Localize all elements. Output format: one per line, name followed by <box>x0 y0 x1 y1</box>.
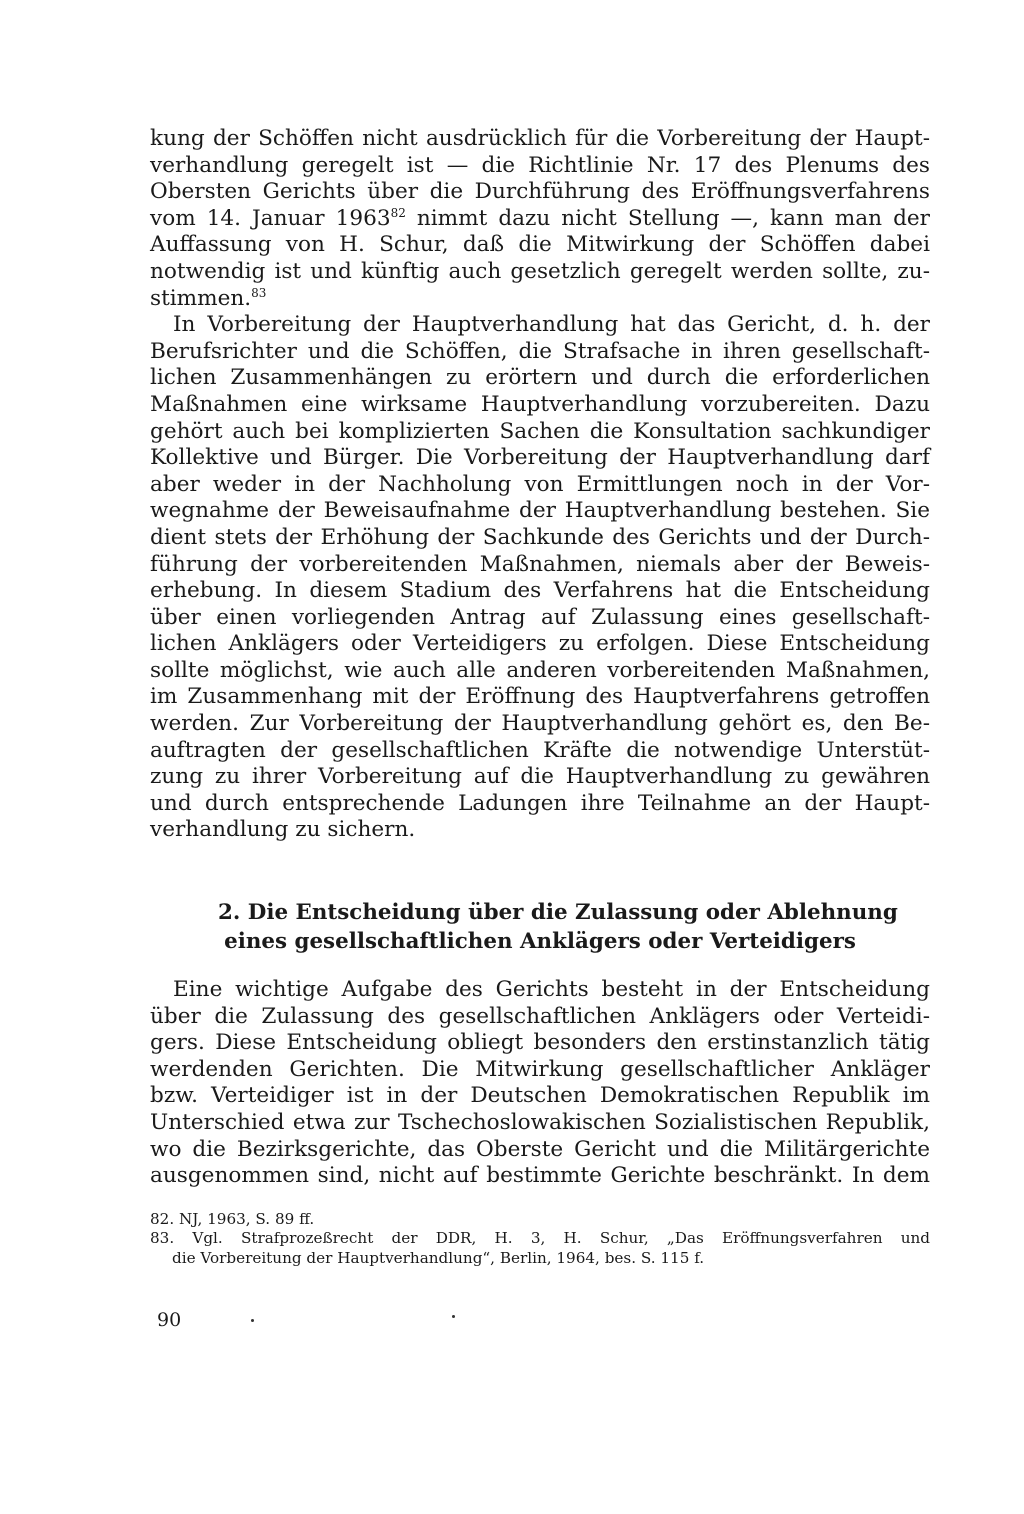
text-line: über einen vorliegenden Antrag auf Zulassung eines gesellschaft- <box>150 604 930 630</box>
text-line: wegnahme der Beweisaufnahme der Hauptverhandlung bestehen. Sie <box>150 498 930 524</box>
text-line: verhandlung geregelt ist — die Richtlinie Nr. 17 des Plenums des <box>150 152 930 178</box>
text-line-with-footnote <box>150 206 930 233</box>
page-number: 90 <box>157 1309 182 1331</box>
text-line: sollte möglichst, wie auch alle anderen vorbereitenden Maßnahmen, <box>150 657 930 683</box>
footnote-ref-82: 82 <box>390 205 406 220</box>
text-line: Obersten Gerichts über die Durchführung des Eröffnungsverfahrens <box>150 179 930 205</box>
text-line: kung der Schöffen nicht ausdrücklich für die Vorbereitung der Haupt- <box>150 126 930 151</box>
text-line: Eine wichtige Aufgabe des Gerichts besteht in der Entscheidung <box>173 977 930 1003</box>
text-line: Berufsrichter und die Schöffen, die Strafsache in ihren gesellschaft- <box>150 338 930 364</box>
footnote-82: 82. NJ, 1963, S. 89 ff. <box>150 1209 315 1228</box>
text-line: In Vorbereitung der Hauptverhandlung hat das Gericht, d. h. der <box>173 312 930 338</box>
paragraph-2 <box>150 312 930 844</box>
text-line: dient stets der Erhöhung der Sachkunde des Gerichts und der Durch- <box>150 524 930 550</box>
text-line: verhandlung zu sichern. <box>150 817 416 843</box>
text-line: gehört auch bei komplizierten Sachen die Konsultation sachkundiger <box>150 418 930 444</box>
text-line: lichen Zusammenhängen zu erörtern und durch die erforderlichen <box>150 365 930 391</box>
text-line: wo die Bezirksgerichte, das Oberste Gericht und die Militärgerichte <box>150 1136 930 1162</box>
text-line: aber weder in der Nachholung von Ermittlungen noch in der Vor- <box>150 471 930 497</box>
text-line-with-footnote <box>150 286 930 313</box>
text-line: lichen Anklägers oder Verteidigers zu erfolgen. Diese Entscheidung <box>150 631 930 657</box>
heading-line: eines gesellschaftlichen Anklägers oder Verteidigers <box>224 929 856 955</box>
text-line: Maßnahmen eine wirksame Hauptverhandlung vorzubereiten. Dazu <box>150 391 930 417</box>
text-line: und durch entsprechende Ladungen ihre Teilnahme an der Haupt- <box>150 790 930 816</box>
text-line: erhebung. In diesem Stadium des Verfahrens hat die Entscheidung <box>150 578 930 604</box>
text-fragment: nimmt dazu nicht Stellung —, kann man der <box>405 205 930 231</box>
footnote-83: 83. Vgl. Strafprozeßrecht der DDR, H. 3, H. Schur, „Das Eröffnungsverfahren und <box>150 1229 930 1248</box>
text-line: Auffassung von H. Schur, daß die Mitwirkung der Schöffen dabei <box>150 232 930 258</box>
heading-line: 2. Die Entscheidung über die Zulassung oder Ablehnung <box>218 900 898 926</box>
footnote-ref-83: 83 <box>251 285 267 300</box>
print-speck <box>251 1319 254 1322</box>
print-speck <box>452 1315 455 1318</box>
text-line: werden. Zur Vorbereitung der Hauptverhandlung gehört es, den Be- <box>150 711 930 737</box>
paragraph-1 <box>150 126 930 312</box>
text-line: ausgenommen sind, nicht auf bestimmte Gerichte beschränkt. In dem <box>150 1163 930 1189</box>
text-line: Kollektive und Bürger. Die Vorbereitung der Hauptverhandlung darf <box>150 445 930 471</box>
text-line: notwendig ist und künftig auch gesetzlich geregelt werden sollte, zu- <box>150 258 930 284</box>
text-fragment: stimmen. <box>150 285 252 311</box>
footnotes <box>150 1210 930 1269</box>
page-body <box>150 126 930 1268</box>
text-line: gers. Diese Entscheidung obliegt besonders den erstinstanzlich tätig <box>150 1030 930 1056</box>
footnote-83-continued: die Vorbereitung der Hauptverhandlung“, Berlin, 1964, bes. S. 115 f. <box>172 1248 705 1267</box>
text-line: über die Zulassung des gesellschaftlichen Anklägers oder Verteidi- <box>150 1003 930 1029</box>
text-line: im Zusammenhang mit der Eröffnung des Hauptverfahrens getroffen <box>150 684 930 710</box>
section-heading <box>150 898 930 956</box>
text-line: auftragten der gesellschaftlichen Kräfte die notwendige Unterstüt- <box>150 737 930 763</box>
text-line: führung der vorbereitenden Maßnahmen, niemals aber der Beweis- <box>150 551 930 577</box>
text-line: werdenden Gerichten. Die Mitwirkung gesellschaftlicher Ankläger <box>150 1056 930 1082</box>
text-line: bzw. Verteidiger ist in der Deutschen Demokratischen Republik im <box>150 1083 930 1109</box>
text-fragment: vom 14. Januar 1963 <box>150 205 391 231</box>
paragraph-3 <box>150 977 930 1190</box>
text-line: Unterschied etwa zur Tschechoslowakischen Sozialistischen Republik, <box>150 1110 930 1135</box>
text-line: zung zu ihrer Vorbereitung auf die Hauptverhandlung zu gewähren <box>150 764 930 790</box>
